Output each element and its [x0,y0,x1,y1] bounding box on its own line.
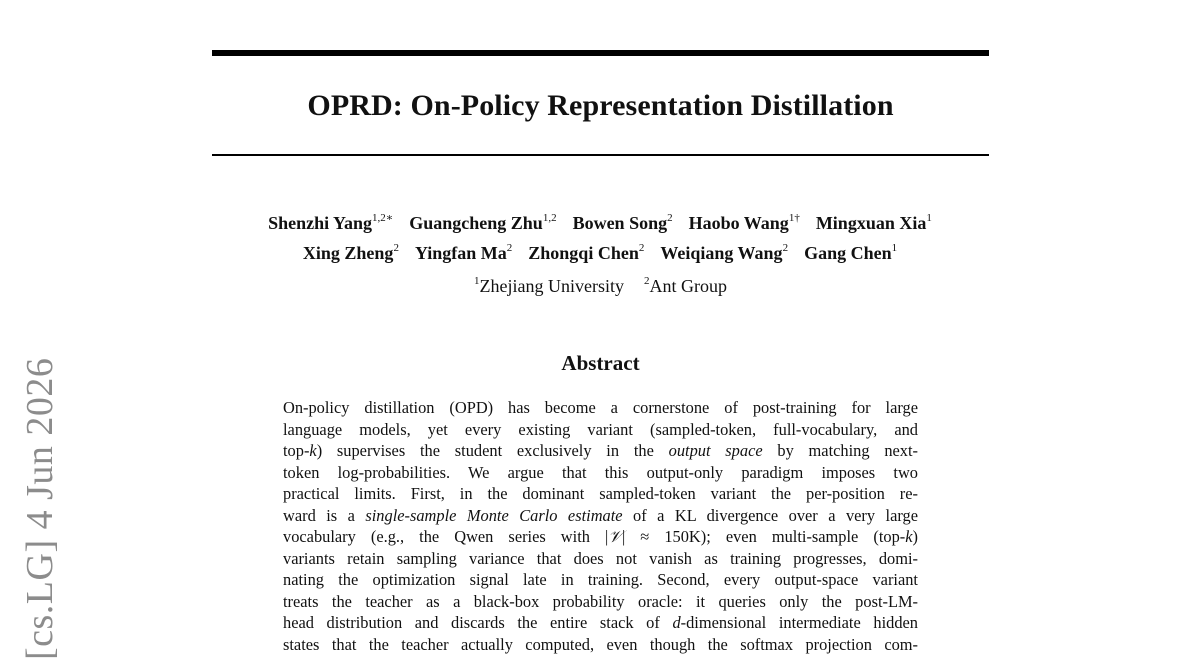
author-name: Shenzhi Yang$^{1,2∗}$ [268,212,394,233]
author-affiliation-marker: 2 [782,242,789,254]
author-name: Yingfan Ma$^2$ [414,242,513,263]
author-affiliation-marker: 2 [506,242,513,254]
affiliation: $^2$Ant Group [643,275,727,296]
abstract-line: token log-probabilities. We argue that this output-only paradigm imposes two [283,462,918,482]
abstract-line: nating the optimization signal late in training. Second, every output-space variant [283,570,918,589]
author-affiliation-marker: 1 [926,212,932,224]
affiliation: $^1$Zhejiang University [474,275,624,296]
author-affiliation-marker: 1,2∗ [372,212,394,224]
abstract-line: language models, yet every existing variant (sampled-token, full-vocabulary, and [283,419,918,439]
author-affiliation-marker: 1† [788,212,800,224]
author-name: Guangcheng Zhu$^{1,2}$ [409,212,557,233]
paper-title: OPRD: On-Policy Representation Distillation [307,89,894,122]
author-affiliation-marker: 2 [638,242,645,254]
arxiv-sidebar-stamp: [cs.LG] 4 Jun 2026 [19,357,61,660]
author-row-1 [150,207,1050,235]
abstract-line: vocabulary (e.g., the Qwen series with |𝒱| ≈ 150K); even multi-sample (top-k) [283,527,918,546]
author-row-2 [150,237,1050,265]
top-rule [212,50,989,56]
author-affiliation-marker: 2 [667,212,673,224]
author-name: Bowen Song$^2$ [572,212,673,233]
author-name: Weiqiang Wang$^2$ [660,242,789,263]
abstract-line: On-policy distillation (OPD) has become a cornerstone of post-training for large [283,398,918,417]
bottom-rule [212,154,989,156]
author-affiliation-marker: 2 [393,242,399,254]
abstract-line: states that the teacher actually computed, even though the softmax projection com- [283,634,918,654]
author-name: Gang Chen$^1$ [804,242,898,263]
author-name: Mingxuan Xia$^1$ [815,212,932,233]
abstract-body [283,397,918,655]
abstract-line: ward is a single-sample Monte Carlo estimate of a KL divergence over a very large [283,505,919,525]
abstract-line: variants retain sampling variance that does not vanish as training progresses, domi- [283,548,918,568]
affiliations [212,270,989,298]
abstract-line: top-k) supervises the student exclusively in the output space by matching next- [283,441,919,460]
author-name: Haobo Wang$^{1\dagger}$ [688,212,800,233]
abstract-line: treats the teacher as a black-box probability oracle: it queries only the post-LM- [283,591,918,611]
abstract-line: head distribution and discards the entire stack of d-dimensional intermediate hidden [283,613,918,632]
abstract-heading: Abstract [561,351,640,375]
author-affiliation-marker: 1,2 [542,212,557,224]
abstract-line: practical limits. First, in the dominant sampled-token variant the per-position re- [283,484,918,503]
author-name: Xing Zheng$^2$ [302,242,399,263]
author-name: Zhongqi Chen$^2$ [528,242,645,263]
author-affiliation-marker: 1 [891,242,898,254]
